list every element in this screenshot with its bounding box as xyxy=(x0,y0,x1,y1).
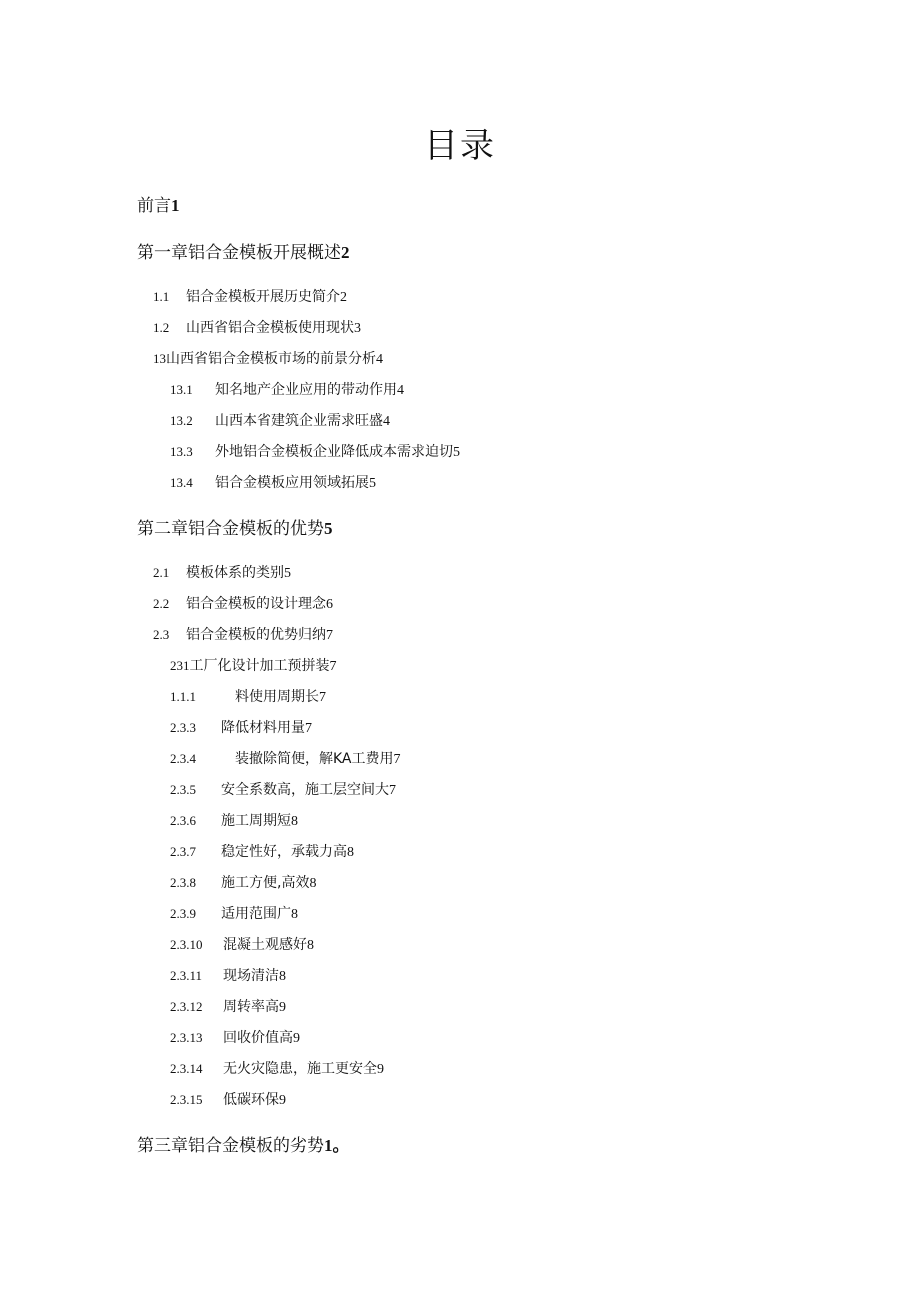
toc-entry-page: 1 xyxy=(171,196,180,215)
toc-entry-2-3-6[interactable] xyxy=(170,811,298,832)
toc-entry-2-3-15[interactable] xyxy=(170,1090,286,1111)
toc-entry-number: 13.4 xyxy=(170,475,193,490)
toc-entry-page: 5 xyxy=(369,476,376,491)
toc-entry-page: 7 xyxy=(389,783,396,798)
toc-entry-number: 13.3 xyxy=(170,444,193,459)
toc-entry-page: 7 xyxy=(329,659,337,674)
toc-entry-page: 9 xyxy=(293,1031,300,1046)
toc-entry-number: 1.2 xyxy=(153,320,170,335)
page-title: 目录 xyxy=(424,126,496,166)
toc-entry-text: 稳定性好，承载力高 xyxy=(221,844,347,860)
toc-entry-number: 2.3 xyxy=(153,627,170,642)
toc-entry-2-3-7[interactable] xyxy=(170,842,354,863)
toc-entry-2-3-1[interactable] xyxy=(170,656,337,677)
toc-entry-text: 第三章铝合金模板的劣势 xyxy=(137,1136,324,1156)
toc-entry-text: 适用范围广 xyxy=(221,906,291,922)
toc-entry-1-3[interactable] xyxy=(153,349,383,370)
toc-entry-text: 铝合金模板应用领域拓展 xyxy=(215,475,369,491)
toc-entry-text: 料使用周期长 xyxy=(235,689,319,705)
toc-entry-page: 7 xyxy=(319,690,326,705)
toc-entry-number: 13.1 xyxy=(170,382,193,397)
toc-entry-text: 装撤除简便，解KA工费用 xyxy=(235,751,394,767)
toc-entry-2-3-12[interactable] xyxy=(170,997,286,1018)
toc-entry-page: 8 xyxy=(347,845,354,860)
toc-entry-number: 2.3.10 xyxy=(170,937,203,952)
toc-entry-number: 2.3.12 xyxy=(170,999,203,1014)
toc-entry-2-3-4[interactable] xyxy=(170,749,401,770)
toc-entry-page: 7 xyxy=(326,628,333,643)
toc-entry-1-1[interactable] xyxy=(153,287,347,308)
toc-entry-text: 模板体系的类别 xyxy=(186,565,284,581)
toc-entry-chapter-2[interactable] xyxy=(137,519,333,539)
toc-entry-text: 施工周期短 xyxy=(221,813,291,829)
toc-entry-page: 5 xyxy=(324,519,333,538)
toc-entry-text: 降低材料用量 xyxy=(221,720,305,736)
toc-entry-page: 9 xyxy=(377,1062,384,1077)
toc-entry-text: 铝合金模板开展历史简介 xyxy=(186,289,340,305)
toc-entry-page: 5 xyxy=(284,566,291,581)
toc-entry-text: 工厂化设计加工预拼装 xyxy=(189,658,330,674)
toc-entry-page: 3 xyxy=(354,321,361,336)
toc-entry-text: 山西省铝合金模板使用现状 xyxy=(186,320,354,336)
toc-entry-number: 2.3.7 xyxy=(170,844,196,859)
toc-entry-text: 安全系数高，施工层空间大 xyxy=(221,782,389,798)
toc-entry-page: 4 xyxy=(376,352,383,367)
toc-entry-text: 回收价值高 xyxy=(223,1030,293,1046)
toc-entry-page: 4 xyxy=(383,414,390,429)
toc-entry-1-3-3[interactable] xyxy=(170,442,460,463)
toc-entry-page: 2 xyxy=(340,290,347,305)
toc-entry-text: 知名地产企业应用的带动作用 xyxy=(215,382,397,398)
toc-entry-number: 2.3.13 xyxy=(170,1030,203,1045)
toc-entry-text: 现场清洁 xyxy=(223,968,279,984)
toc-entry-chapter-3[interactable] xyxy=(137,1136,350,1156)
toc-entry-text: 山西本省建筑企业需求旺盛 xyxy=(215,413,383,429)
toc-entry-page: 5 xyxy=(453,445,460,460)
toc-entry-1-3-4[interactable] xyxy=(170,473,376,494)
toc-entry-2-3-5[interactable] xyxy=(170,780,396,801)
toc-entry-number: 2.3.5 xyxy=(170,782,196,797)
toc-entry-2-2[interactable] xyxy=(153,594,333,615)
toc-entry-page: 6 xyxy=(326,597,333,612)
toc-entry-page: 7 xyxy=(393,752,401,767)
toc-entry-2-3-14[interactable] xyxy=(170,1059,384,1080)
toc-entry-text: 铝合金模板的优势归纳 xyxy=(186,627,326,643)
toc-entry-1-3-2[interactable] xyxy=(170,411,390,432)
toc-entry-number: 2.2 xyxy=(153,596,170,611)
toc-entry-number: 2.3.3 xyxy=(170,720,196,735)
toc-entry-number: 2.1 xyxy=(153,565,170,580)
toc-entry-1-1-1[interactable] xyxy=(170,687,326,708)
toc-entry-2-1[interactable] xyxy=(153,563,291,584)
toc-entry-1-3-1[interactable] xyxy=(170,380,404,401)
toc-entry-text: 铝合金模板的设计理念 xyxy=(186,596,326,612)
toc-entry-2-3-9[interactable] xyxy=(170,904,298,925)
toc-entry-number: 2.3.15 xyxy=(170,1092,203,1107)
toc-entry-number: 2.3.9 xyxy=(170,906,196,921)
toc-entry-2-3-13[interactable] xyxy=(170,1028,300,1049)
toc-entry-number: 13 xyxy=(153,351,166,366)
toc-entry-number: 2.3.6 xyxy=(170,813,196,828)
toc-entry-number: 1.1 xyxy=(153,289,170,304)
toc-entry-page: 7 xyxy=(305,721,312,736)
toc-entry-text: 无火灾隐患，施工更安全 xyxy=(223,1061,377,1077)
toc-entry-page: 8 xyxy=(309,876,317,891)
toc-entry-chapter-1[interactable] xyxy=(137,243,350,263)
toc-entry-1-2[interactable] xyxy=(153,318,361,339)
toc-entry-page: 9 xyxy=(279,1000,286,1015)
toc-entry-preface[interactable] xyxy=(137,196,180,216)
toc-entry-page: 2 xyxy=(341,243,350,262)
toc-entry-number: 2.3.14 xyxy=(170,1061,203,1076)
toc-entry-text: 第二章铝合金模板的优势 xyxy=(137,519,324,539)
toc-entry-2-3[interactable] xyxy=(153,625,333,646)
toc-entry-number: 231 xyxy=(170,658,190,673)
toc-entry-page: 8 xyxy=(291,907,298,922)
toc-entry-page: 8 xyxy=(279,969,286,984)
toc-entry-number: 1.1.1 xyxy=(170,689,196,704)
toc-entry-number: 2.3.11 xyxy=(170,968,203,983)
toc-entry-text: 周转率高 xyxy=(223,999,279,1015)
toc-entry-text: 前言 xyxy=(137,196,171,216)
toc-entry-text: 山西省铝合金模板市场的前景分析 xyxy=(166,351,376,367)
toc-entry-number: 2.3.8 xyxy=(170,875,196,890)
toc-entry-2-3-8[interactable] xyxy=(170,873,316,894)
toc-entry-number: 2.3.4 xyxy=(170,751,196,766)
toc-entry-2-3-3[interactable] xyxy=(170,718,312,739)
toc-entry-text: 第一章铝合金模板开展概述 xyxy=(137,243,341,263)
toc-entry-text: 混凝土观感好 xyxy=(223,937,307,953)
toc-entry-page: 8 xyxy=(307,938,314,953)
toc-entry-text: 外地铝合金模板企业降低成本需求迫切 xyxy=(215,444,453,460)
toc-entry-text: 施工方便,高效 xyxy=(221,875,310,891)
toc-entry-page: 8 xyxy=(291,814,298,829)
toc-entry-number: 13.2 xyxy=(170,413,193,428)
toc-entry-text: 低碳环保 xyxy=(223,1092,279,1108)
toc-entry-2-3-10[interactable] xyxy=(170,935,314,956)
toc-entry-page: 9 xyxy=(279,1093,286,1108)
toc-entry-2-3-11[interactable] xyxy=(170,966,286,987)
toc-entry-page: 1。 xyxy=(324,1136,350,1155)
toc-entry-page: 4 xyxy=(397,383,404,398)
